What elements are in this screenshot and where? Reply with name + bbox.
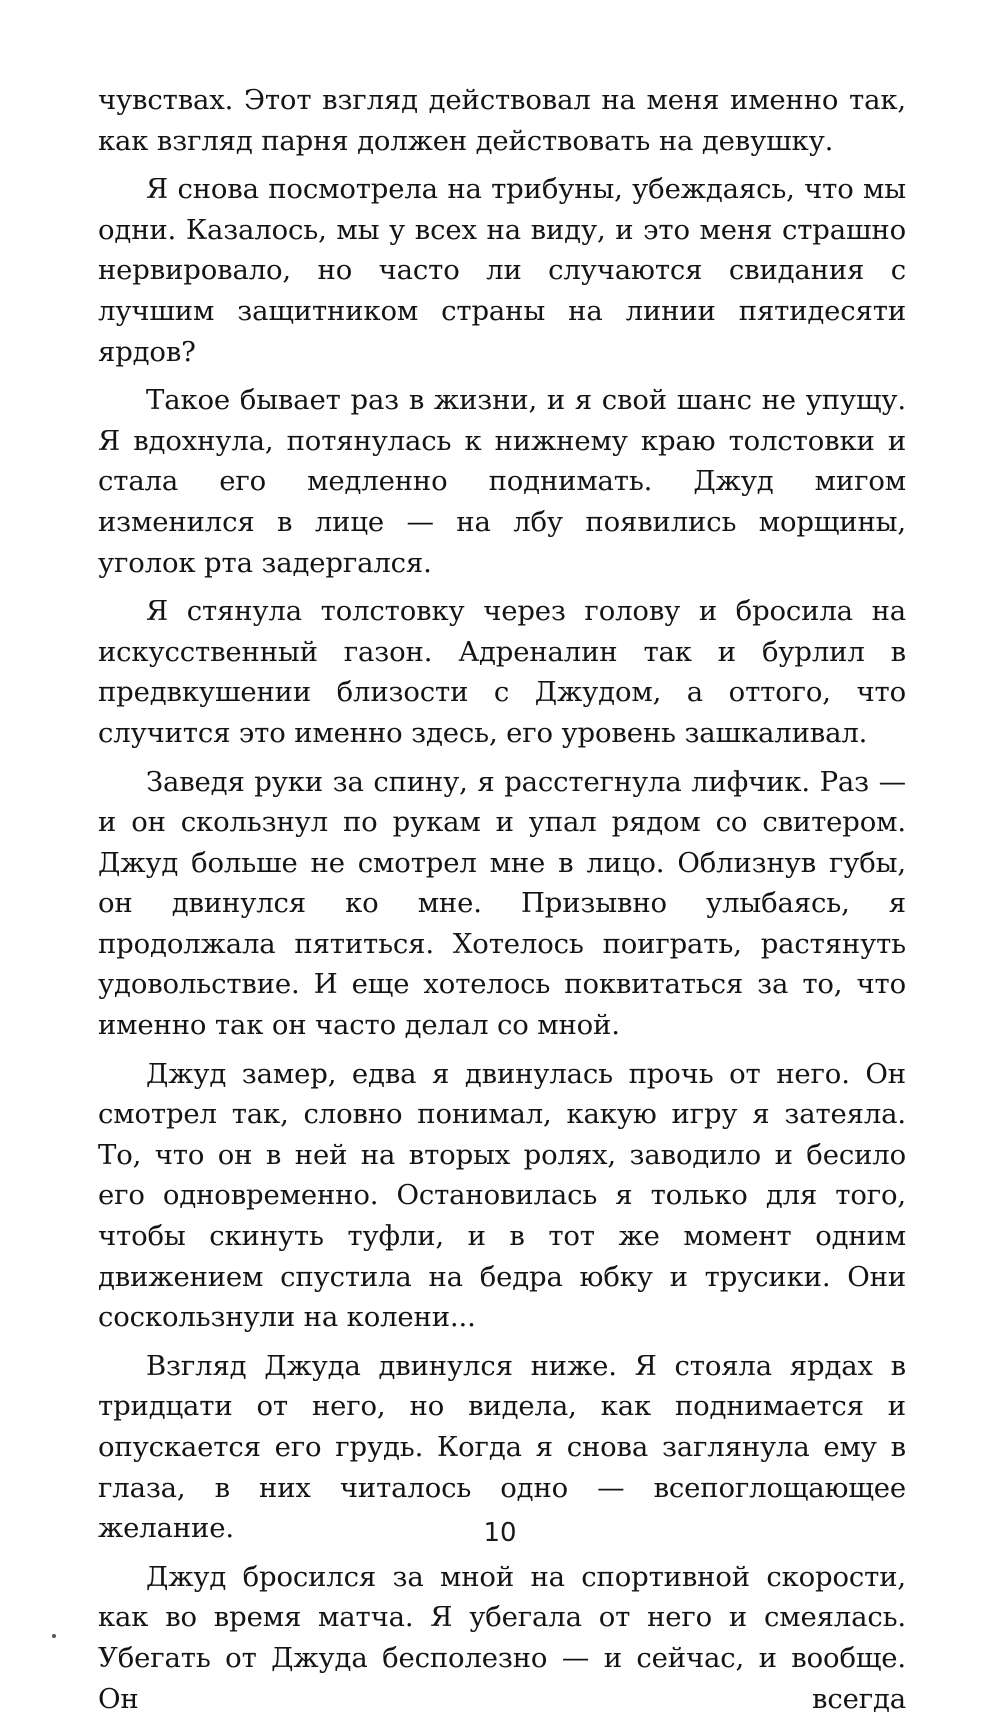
paragraph-7: Взгляд Джуда двинулся ниже. Я стояла ярдах в тридцати от него, но видела, как поднимается и опускается его грудь. Когда я снова заглянула ему в глаза, в них читалось одно — всепоглощающее желание. (98, 1349, 906, 1545)
print-speck (52, 1634, 56, 1638)
paragraph-1: чувствах. Этот взгляд действовал на меня именно так, как взгляд парня должен действовать на девушку. (98, 84, 906, 157)
paragraph-2: Я снова посмотрела на трибуны, убеждаясь, что мы одни. Казалось, мы у всех на виду, и это меня страшно нервировало, но часто ли случаются свидания с лучшим защитником страны на линии пятидесяти ярдов? (98, 173, 906, 368)
paragraph-5: Заведя руки за спину, я расстегнула лифчик. Раз — и он скользнул по рукам и упал рядом со свитером. Джуд больше не смотрел мне в лицо. Облизнув губы, он двинулся ко мне. Призывно улыбаясь, я продолжала пятиться. Хотелось поиграть, растянуть удовольствие. И еще хотелось поквитаться за то, что именно так он часто делал со мной. (98, 765, 906, 1042)
paragraph-4: Я стянула толстовку через голову и бросила на искусственный газон. Адреналин так и бурлил в предвкушении близости с Джудом, а оттого, что случится это именно здесь, его уровень зашкаливал. (98, 595, 906, 749)
page-body-text (98, 80, 906, 1727)
paragraph-3: Такое бывает раз в жизни, и я свой шанс не упущу. Я вдохнула, потянулась к нижнему краю толстовки и стала его медленно поднимать. Джуд мигом изменился в лице — на лбу появились морщины, уголок рта задергался. (98, 384, 906, 579)
paragraph-8: Джуд бросился за мной на спортивной скорости, как во время матча. Я убегала от него и смеялась. Убегать от Джуда бесполезно — и сейчас, и вообще. Он всегда (98, 1560, 906, 1715)
paragraph-6: Джуд замер, едва я двинулась прочь от него. Он смотрел так, словно понимал, какую игру я затеяла. То, что он в ней на вторых ролях, заводило и бесило его одновременно. Остановилась я только для того, чтобы скинуть туфли, и в тот же момент одним движением спустила на бедра юбку и трусики. Они соскользнули на колени... (98, 1057, 906, 1334)
page-number: 10 (483, 1518, 517, 1548)
